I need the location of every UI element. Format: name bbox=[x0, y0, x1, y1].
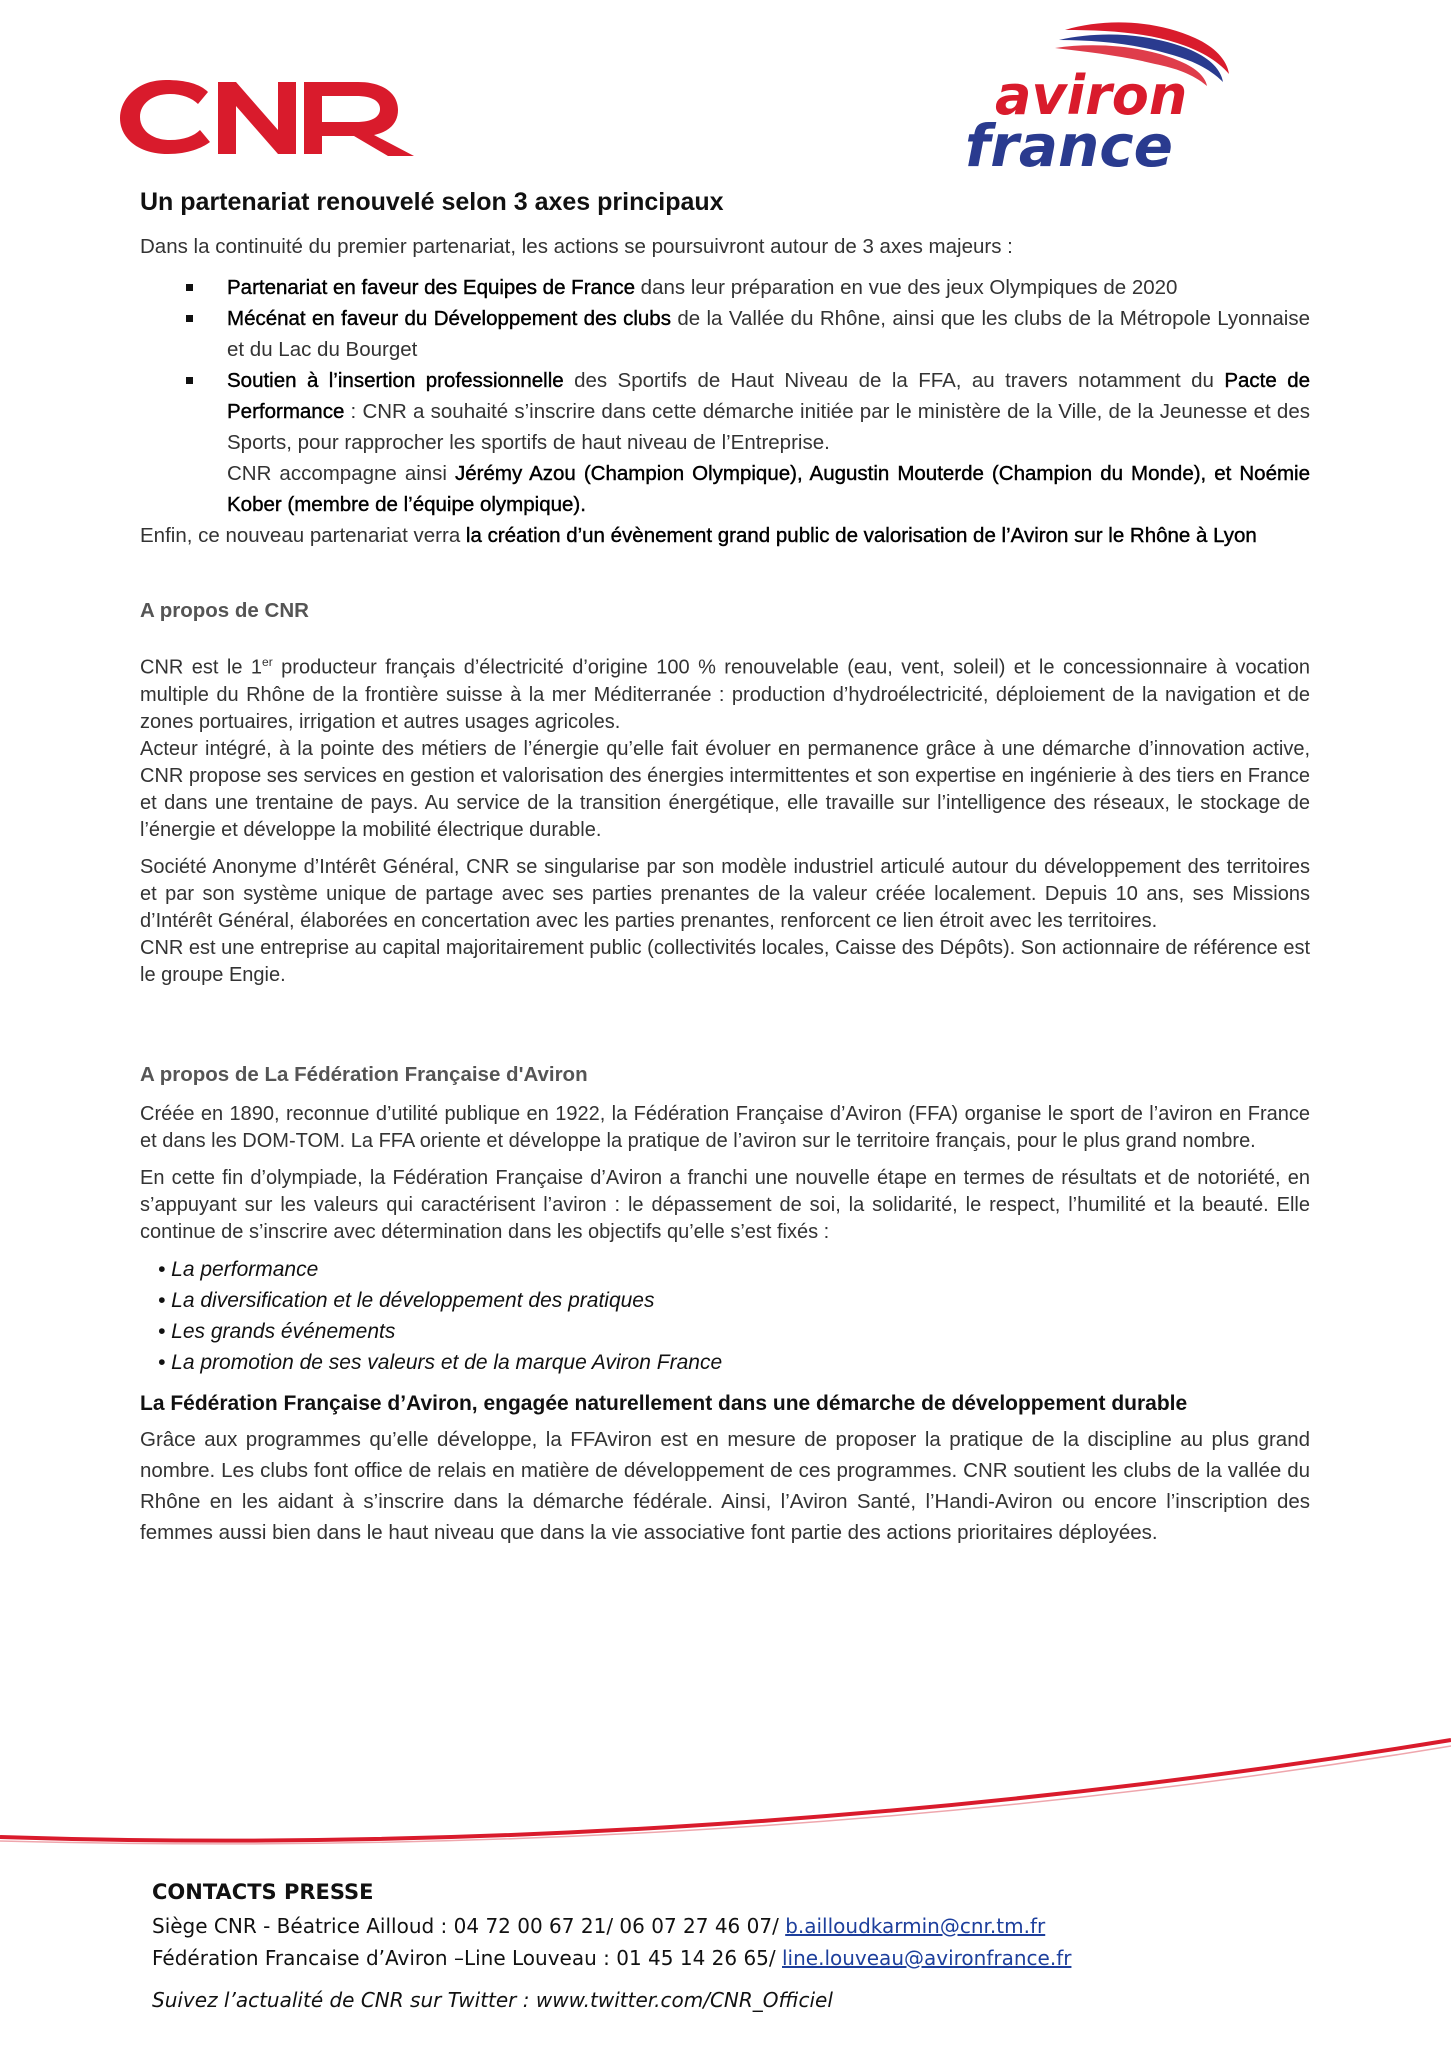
cnr-p1-sup: er bbox=[262, 655, 273, 669]
axis-3-cont-bold: Jérémy Azou (Champion Olympique), Augustin Mouterde (Champion du Monde), et Noémie Kober (membre de l’équipe olympique). bbox=[227, 462, 1311, 516]
main-content bbox=[140, 188, 1310, 1548]
ffa-objective-item: • La diversification et le développement des pratiques bbox=[158, 1288, 655, 1312]
enfin-bold: la création d’un évènement grand public de valorisation de l’Aviron sur le Rhône à Lyon bbox=[465, 524, 1257, 547]
partnership-title: Un partenariat renouvelé selon 3 axes principaux bbox=[140, 188, 724, 216]
cnr-p1-a: CNR est le 1 bbox=[140, 656, 263, 679]
press-contacts bbox=[152, 1880, 1252, 2012]
axis-2-text: de la Vallée du Rhône, ainsi que les clubs de la Métropole Lyonnaise et du Lac du Bourget bbox=[227, 307, 1310, 361]
ffa-objective-item: • La performance bbox=[158, 1257, 319, 1281]
twitter-line: Suivez l’actualité de CNR sur Twitter : www.twitter.com/CNR_Officiel bbox=[152, 1988, 833, 2012]
enfin-text: Enfin, ce nouveau partenariat verra bbox=[140, 524, 466, 547]
contact-ffa-email-link[interactable]: line.louveau@avironfrance.fr bbox=[782, 1946, 1072, 1970]
ffa-sustainability-heading: La Fédération Française d’Aviron, engagée naturellement dans une démarche de développement durable bbox=[140, 1391, 1188, 1415]
cnr-about-p1 bbox=[140, 649, 1310, 736]
axis-2-bold: Mécénat en faveur du Développement des clubs bbox=[227, 307, 671, 330]
axis-item-3 bbox=[227, 365, 1310, 520]
contact-cnr-email-link[interactable]: b.ailloudkarmin@cnr.tm.fr bbox=[785, 1914, 1046, 1938]
ffa-about-p3: Grâce aux programmes qu’elle développe, la FFAviron est en mesure de proposer la pratique de la discipline au plus grand nombre. Les clubs font office de relais en matière de développement de ces programmes. CNR soutient les clubs de la vallée du Rhône en les aidant à s’inscrire dans la démarche fédérale. Ainsi, l’Aviron Santé, l’Handi-Aviron ou encore l’inscription des femmes aussi bien dans le haut niveau que dans la vie associative font partie des actions prioritaires déployées. bbox=[140, 1427, 1310, 1544]
axis-3-cont-text: CNR accompagne ainsi bbox=[227, 462, 456, 485]
axis-1-text: dans leur préparation en vue des jeux Olympiques de 2020 bbox=[634, 276, 1178, 299]
aviron-france-logo bbox=[955, 16, 1240, 180]
axis-item-2 bbox=[227, 303, 1310, 365]
aviron-logo-text: aviron bbox=[995, 64, 1188, 127]
contact-cnr-text: Siège CNR - Béatrice Ailloud : 04 72 00 67 21/ 06 07 27 46 07/ bbox=[152, 1914, 786, 1938]
axis-3-bold2: Pacte de Performance bbox=[227, 369, 1310, 423]
cnr-about-p4: CNR est une entreprise au capital majoritairement public (collectivités locales, Caisse des Dépôts). Son actionnaire de référence est le groupe Engie. bbox=[140, 936, 1310, 986]
ffa-objective-item: • Les grands événements bbox=[158, 1319, 396, 1343]
cnr-logo-text: CNR bbox=[118, 59, 153, 76]
france-logo-text: france bbox=[965, 112, 1173, 180]
ffa-about-heading: A propos de La Fédération Française d'Aviron bbox=[140, 1062, 588, 1086]
cnr-about-heading: A propos de CNR bbox=[140, 599, 309, 622]
cnr-about-p2: Acteur intégré, à la pointe des métiers de l’énergie qu’elle fait évoluer en permanence grâce à une démarche d’innovation active, CNR propose ses services en gestion et valorisation des énergies intermittentes et son expertise en ingénierie à des tiers en France et dans une trentaine de pays. Au service de la transition énergétique, elle travaille sur l’intelligence des réseaux, le stockage de l’énergie et développe la mobilité électrique durable. bbox=[140, 737, 1310, 841]
axes-list bbox=[140, 272, 1310, 520]
enfin-paragraph bbox=[140, 520, 1310, 551]
ffa-about-p2: En cette fin d’olympiade, la Fédération Française d’Aviron a franchi une nouvelle étape en termes de résultats et de notoriété, en s’appuyant sur les valeurs qui caractérisent l’aviron : le dépassement de soi, la solidarité, le respect, l’humilité et la beauté. Elle continue de s’inscrire avec détermination dans les objectifs qu’elle s’est fixés : bbox=[140, 1166, 1310, 1243]
partnership-intro: Dans la continuité du premier partenariat, les actions se poursuivront autour de 3 axes majeurs : bbox=[140, 235, 1013, 258]
ffa-objective-item: • La promotion de ses valeurs et de la marque Aviron France bbox=[158, 1350, 723, 1374]
ffa-about-p1: Créée en 1890, reconnue d’utilité publique en 1922, la Fédération Française d’Aviron (FFA) organise le sport de l’aviron en France et dans les DOM-TOM. La FFA oriente et développe la pratique de l’aviron sur le territoire français, pour le plus grand nombre. bbox=[140, 1102, 1310, 1152]
decorative-curve bbox=[0, 1700, 1451, 1860]
ffa-objectives-list bbox=[140, 1254, 1310, 1378]
axis-3-text: des Sportifs de Haut Niveau de la FFA, au travers notamment du bbox=[563, 369, 1225, 392]
square-bullet-icon bbox=[186, 284, 193, 291]
cnr-about-p3: Société Anonyme d’Intérêt Général, CNR se singularise par son modèle industriel articulé autour du développement des territoires et par son système unique de partage avec ses parties prenantes de la valeur créée localement. Depuis 10 ans, ses Missions d’Intérêt Général, élaborées en concertation avec les parties prenantes, renforcent ce lien étroit avec les territoires. bbox=[140, 855, 1310, 932]
axis-3-continuation bbox=[227, 458, 1310, 520]
cnr-logo bbox=[118, 59, 418, 162]
cnr-p1-b: producteur français d’électricité d’origine 100 % renouvelable (eau, vent, soleil) et le concessionnaire à vocation multiple du Rhône de la frontière suisse à la mer Méditerranée : production d’hydroélectricité, déploiement de la navigation et de zones portuaires, irrigation et autres usages agricoles. bbox=[140, 656, 1310, 733]
axis-1-bold: Partenariat en faveur des Equipes de France bbox=[227, 276, 635, 299]
axis-item-1 bbox=[227, 272, 1310, 303]
square-bullet-icon bbox=[186, 315, 193, 322]
contact-ffa-text: Fédération Francaise d’Aviron –Line Louveau : 01 45 14 26 65/ bbox=[152, 1946, 782, 1970]
axis-3-bold: Soutien à l’insertion professionnelle bbox=[227, 369, 564, 392]
contact-line-ffa bbox=[152, 1942, 1252, 1974]
press-contacts-heading: CONTACTS PRESSE bbox=[152, 1880, 374, 1904]
contact-line-cnr bbox=[152, 1910, 1252, 1942]
axis-3-text2: : CNR a souhaité s’inscrire dans cette démarche initiée par le ministère de la Ville, de la Jeunesse et des Sports, pour rapprocher les sportifs de haut niveau de l’Entreprise. bbox=[227, 400, 1310, 454]
square-bullet-icon bbox=[186, 377, 193, 384]
